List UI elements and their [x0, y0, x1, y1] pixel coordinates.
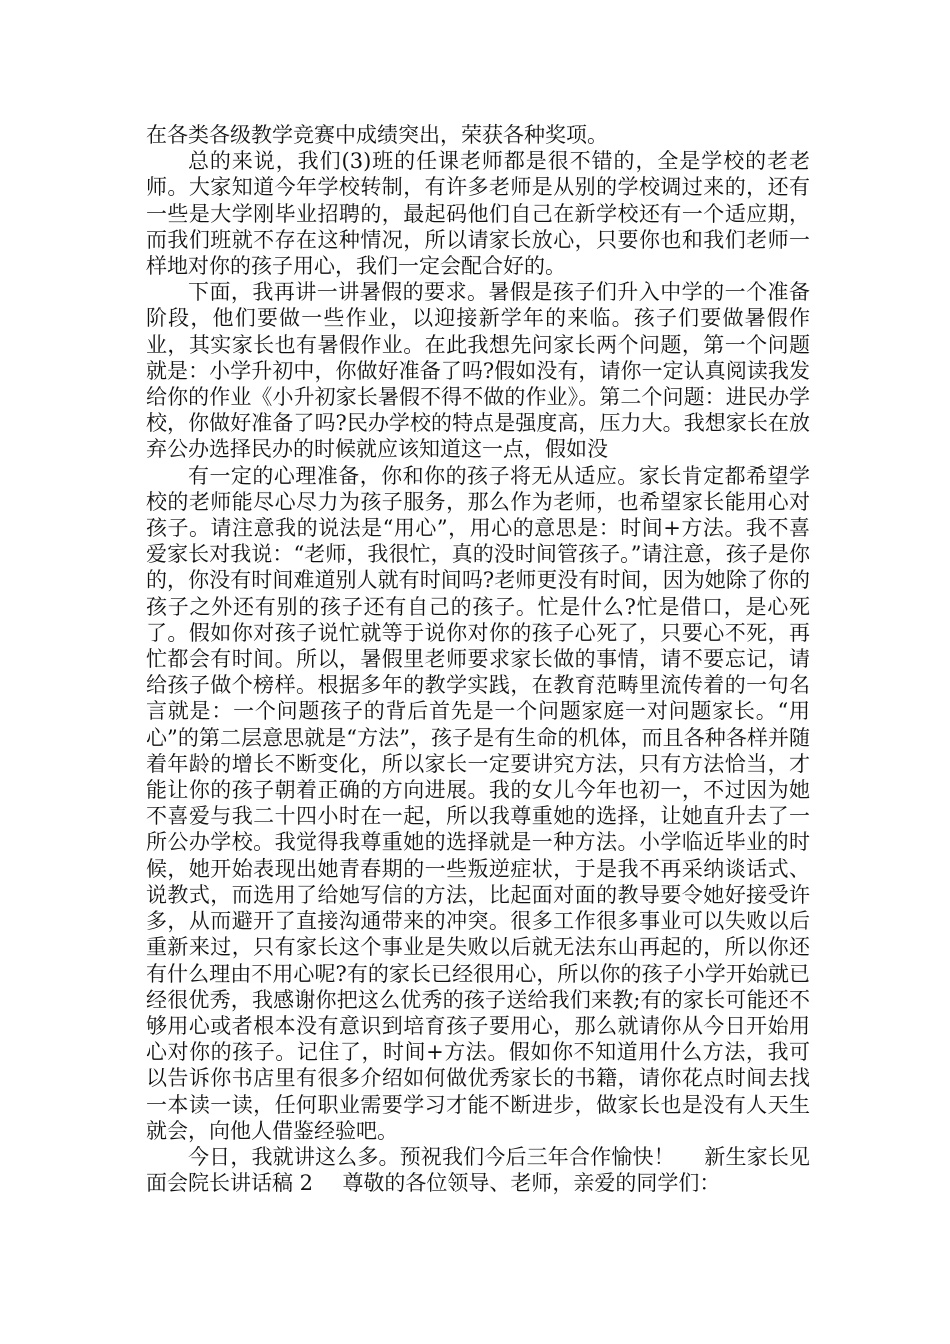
document-body [146, 122, 810, 1196]
next-speech-title: 新生家长见面会院长讲话稿 2 [146, 1144, 811, 1196]
paragraph-1: 在各类各级教学竞赛中成绩突出，荣获各种奖项。 [146, 123, 608, 147]
closing-paragraph [146, 1144, 810, 1196]
paragraph-4: 有一定的心理准备，你和你的孩子将无从适应。家长肯定都希望学校的老师能尽心尽力为孩子服务，那么作为老师，也希望家长能用心对孩子。请注意我的说法是“用心”，用心的意思是：时间+方法。我不喜爱家长对我说：“老师，我很忙，真的没时间管孩子。”请注意，孩子是你的，你没有时间难道别人就有时间吗?老师更没有时间，因为她除了你的孩子之外还有别的孩子还有自己的孩子。忙是什么?忙是借口，是心死了。假如你对孩子说忙就等于说你对你的孩子心死了，只要心不死，再忙都会有时间。所以，暑假里老师要求家长做的事情，请不要忘记，请给孩子做个榜样。根据多年的教学实践，在教育范畴里流传着的一句名言就是：一个问题孩子的背后首先是一个问题家庭一对问题家长。“用心”的第二层意思就是“方法”，孩子是有生命的机体，而且各种各样并随着年龄的增长不断变化，所以家长一定要讲究方法，只有方法恰当，才能让你的孩子朝着正确的方向进展。我的女儿今年也初一，不过因为她不喜爱与我二十四小时在一起，所以我尊重她的选择，让她直升去了一所公办学校。我觉得我尊重她的选择就是一种方法。小学临近毕业的时候，她开始表现出她青春期的一些叛逆症状，于是我不再采纳谈话式、说教式，而选用了给她写信的方法，比起面对面的教导要令她好接受许多，从而避开了直接沟通带来的冲突。很多工作很多事业可以失败以后重新来过，只有家长这个事业是失败以后就无法东山再起的，所以你还有什么理由不用心呢?有的家长已经很用心，所以你的孩子小学开始就已经很优秀，我感谢你把这么优秀的孩子送给我们来教;有的家长可能还不够用心或者根本没有意识到培育孩子要用心，那么就请你从今日开始用心对你的孩子。记住了，时间+方法。假如你不知道用什么方法，我可以告诉你书店里有很多介绍如何做优秀家长的书籍，请你花点时间去找一本读一读，任何职业需要学习才能不断进步，做家长也是没有人天生就会，向他人借鉴经验吧。 [146, 463, 810, 1143]
paragraph-2: 总的来说，我们(3)班的任课老师都是很不错的，全是学校的老老师。大家知道今年学校转制，有许多老师是从别的学校调过来的，还有一些是大学刚毕业招聘的，最起码他们自己在新学校还有一个适应期，而我们班就不存在这种情况，所以请家长放心，只要你也和我们老师一样地对你的孩子用心，我们一定会配合好的。 [146, 149, 810, 279]
paragraph-3: 下面，我再讲一讲暑假的要求。暑假是孩子们升入中学的一个准备阶段，他们要做一些作业，以迎接新学年的来临。孩子们要做暑假作业，其实家长也有暑假作业。在此我想先问家长两个问题，第一个问题就是：小学升初中，你做好准备了吗?假如没有，请你一定认真阅读我发给你的作业《小升初家长暑假不得不做的作业》。第二个问题：进民办学校，你做好准备了吗?民办学校的特点是强度高，压力大。我想家长在放弃公办选择民办的时候就应该知道这一点，假如没 [146, 280, 810, 462]
closing-remarks: 今日，我就讲这么多。预祝我们今后三年合作愉快！ [188, 1144, 675, 1169]
salutation: 尊敬的各位领导、老师，亲爱的同学们： [342, 1171, 721, 1196]
